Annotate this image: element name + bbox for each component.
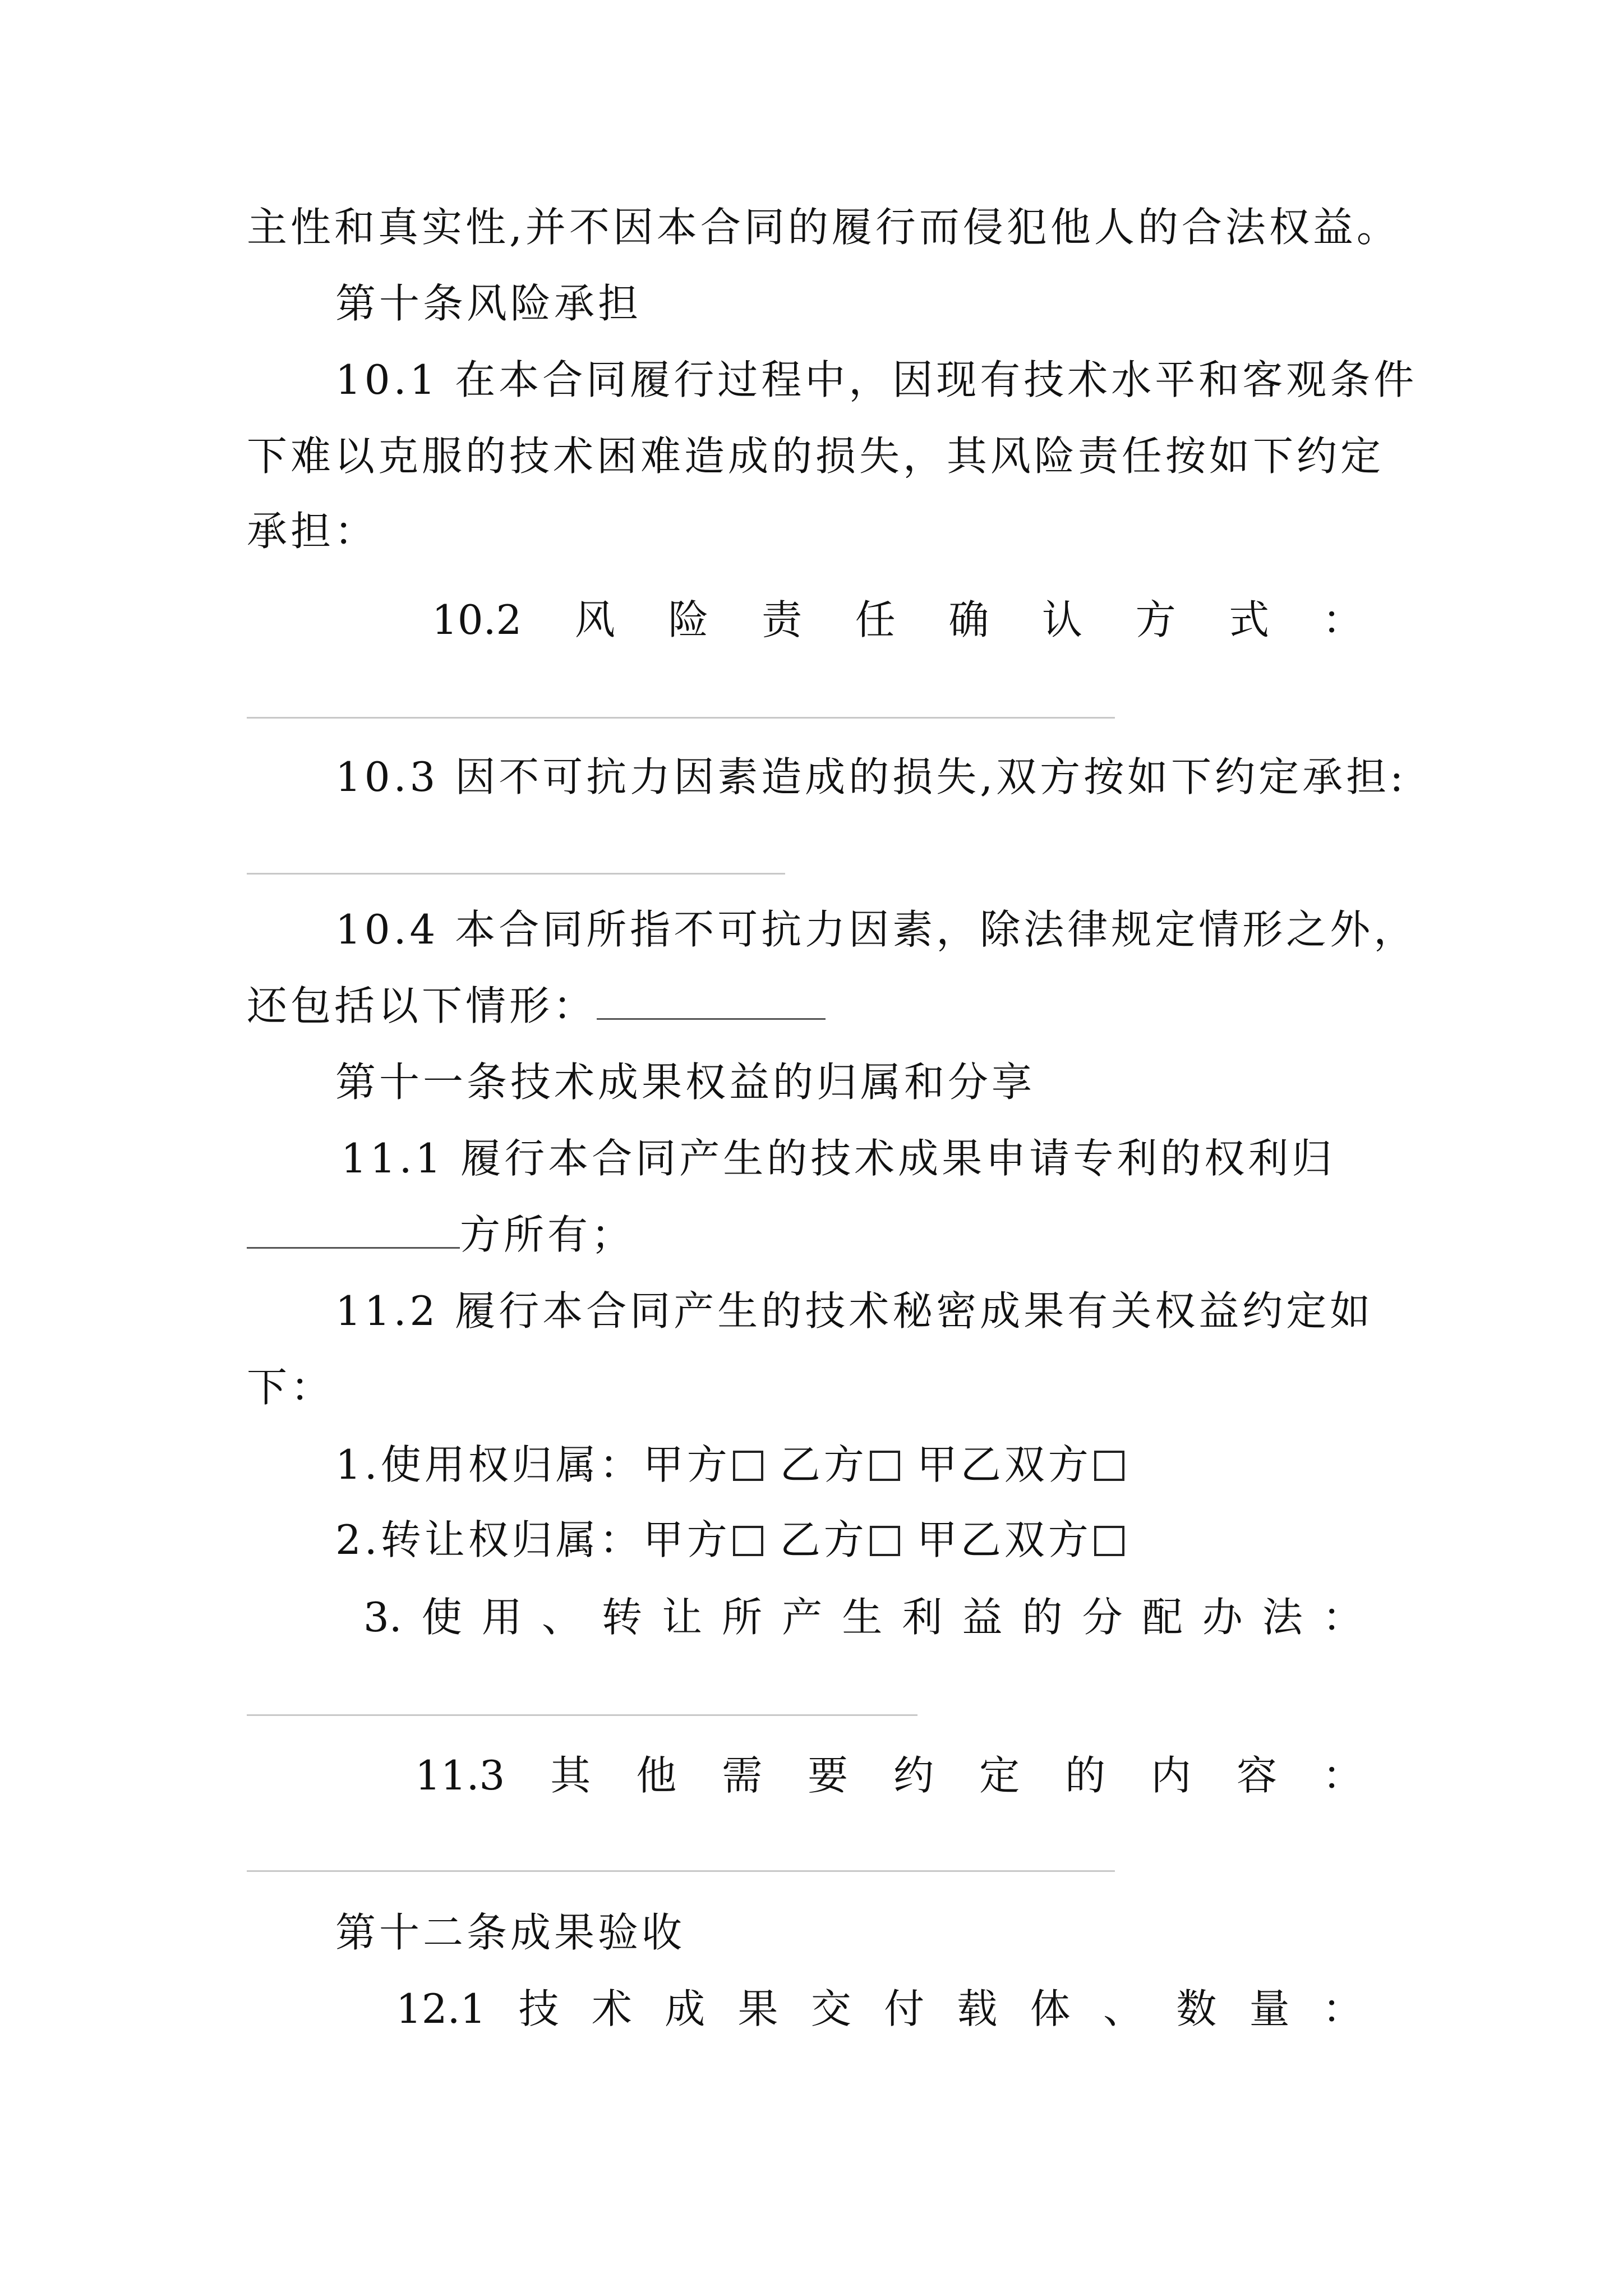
clause-11-3-char: 约	[893, 1752, 934, 1799]
clause-12-1-char: 12.1	[396, 1985, 486, 2032]
option-party-b-label: 乙方	[780, 1516, 868, 1563]
item-3-char: 让	[662, 1594, 703, 1641]
clause-11-3-char: 定	[979, 1752, 1020, 1799]
clause-10-2-char: 确	[948, 596, 989, 643]
clause-11-3-char: 的	[1065, 1752, 1106, 1799]
clause-12-1-char: 技	[518, 1985, 559, 2032]
fill-in-line-item-3[interactable]	[247, 1714, 917, 1716]
clause-10-4-line-1: 10.4 本合同所指不可抗力因素，除法律规定情形之外，	[335, 906, 1418, 953]
item-3-char: 益	[962, 1594, 1003, 1641]
checkbox-usage-both[interactable]	[1094, 1451, 1124, 1481]
clause-11-3-char: 他	[636, 1752, 677, 1799]
item-3-char: 生	[842, 1594, 883, 1641]
clause-10-1-line-3: 承担：	[247, 508, 379, 555]
clause-11-3-char: 要	[808, 1752, 849, 1799]
clause-10-2-char: ：	[1322, 596, 1363, 643]
clause-11-3	[415, 1750, 1363, 1801]
checkbox-transfer-both[interactable]	[1094, 1526, 1124, 1556]
item-3-char: 、	[541, 1594, 582, 1641]
item-3-char: 用	[481, 1594, 522, 1641]
clause-12-1-char: 成	[665, 1985, 706, 2032]
item-3-char: ：	[1322, 1594, 1363, 1641]
clause-10-2-char: 式	[1229, 596, 1270, 643]
option-party-b-label: 乙方	[780, 1441, 868, 1488]
checkbox-transfer-party-b[interactable]	[870, 1526, 900, 1556]
item-1-usage-rights	[335, 1439, 1124, 1490]
item-2-transfer-rights	[335, 1515, 1124, 1565]
item-1-label: 1.使用权归属：	[335, 1441, 643, 1488]
clause-12-1-char: 果	[737, 1985, 778, 2032]
item-3-char: 3.	[363, 1594, 402, 1641]
clause-11-3-char: 内	[1151, 1752, 1192, 1799]
clause-12-1-char: 付	[884, 1985, 925, 2032]
clause-12-1	[396, 1984, 1363, 2034]
item-3-profit-distribution	[363, 1592, 1363, 1642]
clause-10-2-char: 任	[855, 596, 896, 643]
item-3-char: 配	[1142, 1594, 1183, 1641]
clause-11-1-suffix: 方所有；	[460, 1211, 635, 1258]
clause-11-2-line-1: 11.2 履行本合同产生的技术秘密成果有关权益约定如	[335, 1287, 1374, 1335]
clause-12-1-char: 体	[1030, 1985, 1071, 2032]
article-10-title: 第十条风险承担	[335, 280, 642, 327]
fill-in-line-10-3[interactable]	[247, 873, 785, 875]
clause-11-1-line-1: 11.1 履行本合同产生的技术成果申请专利的权利归	[341, 1135, 1336, 1182]
item-2-label: 2.转让权归属：	[335, 1516, 643, 1563]
clause-12-1-char: 交	[810, 1985, 851, 2032]
article-11-title: 第十一条技术成果权益的归属和分享	[335, 1059, 1036, 1106]
clause-10-1-line-2: 下难以克服的技术困难造成的损失，其风险责任按如下约定	[247, 432, 1385, 480]
fill-in-line-11-3[interactable]	[247, 1870, 1115, 1872]
item-3-char: 所	[722, 1594, 763, 1641]
clause-10-4-label: 还包括以下情形：	[247, 982, 597, 1029]
checkbox-usage-party-b[interactable]	[870, 1451, 900, 1481]
clause-10-2-char: 方	[1135, 596, 1176, 643]
clause-12-1-char: 量	[1249, 1985, 1290, 2032]
fill-in-blank-11-1[interactable]	[247, 1216, 460, 1249]
item-3-char: 利	[902, 1594, 943, 1641]
clause-12-1-char: 数	[1176, 1985, 1217, 2032]
clause-11-2-line-2: 下：	[247, 1364, 335, 1411]
item-3-char: 使	[421, 1594, 462, 1641]
option-party-a-label: 甲方	[643, 1441, 731, 1488]
checkbox-usage-party-a[interactable]	[733, 1451, 763, 1481]
clause-12-1-char: 载	[957, 1985, 998, 2032]
checkbox-transfer-party-a[interactable]	[733, 1526, 763, 1556]
item-3-char: 产	[782, 1594, 823, 1641]
clause-10-4-line-2	[247, 981, 826, 1031]
clause-10-2	[432, 595, 1363, 645]
clause-11-3-char: 容	[1237, 1752, 1278, 1799]
option-both-parties-label: 甲乙双方	[916, 1516, 1092, 1563]
clause-12-1-char: ：	[1322, 1985, 1363, 2032]
item-3-char: 转	[602, 1594, 643, 1641]
clause-12-1-char: 、	[1103, 1985, 1144, 2032]
clause-10-2-char: 险	[668, 596, 709, 643]
fill-in-blank-10-4[interactable]	[597, 987, 826, 1020]
option-both-parties-label: 甲乙双方	[916, 1441, 1092, 1488]
option-party-a-label: 甲方	[643, 1516, 731, 1563]
fill-in-line-10-2[interactable]	[247, 717, 1115, 719]
clause-10-2-char: 责	[762, 596, 803, 643]
clause-10-2-char: 10.2	[432, 596, 522, 643]
clause-10-2-char: 风	[574, 596, 615, 643]
item-3-char: 办	[1202, 1594, 1243, 1641]
clause-11-3-char: 需	[722, 1752, 763, 1799]
text-line-continuation: 主性和真实性,并不因本合同的履行而侵犯他人的合法权益。	[247, 204, 1400, 251]
item-3-char: 法	[1262, 1594, 1303, 1641]
clause-11-1-line-2	[247, 1209, 635, 1260]
clause-10-1-line-1: 10.1 在本合同履行过程中，因现有技术水平和客观条件	[335, 356, 1418, 403]
clause-11-3-char: 11.3	[415, 1752, 505, 1799]
clause-11-3-char: 其	[550, 1752, 591, 1799]
item-3-char: 的	[1022, 1594, 1063, 1641]
article-12-title: 第十二条成果验收	[335, 1909, 686, 1956]
item-3-char: 分	[1082, 1594, 1123, 1641]
clause-12-1-char: 术	[591, 1985, 632, 2032]
clause-11-3-char: ：	[1322, 1752, 1363, 1799]
clause-10-2-char: 认	[1042, 596, 1083, 643]
clause-10-3: 10.3 因不可抗力因素造成的损失,双方按如下约定承担:	[335, 753, 1407, 800]
